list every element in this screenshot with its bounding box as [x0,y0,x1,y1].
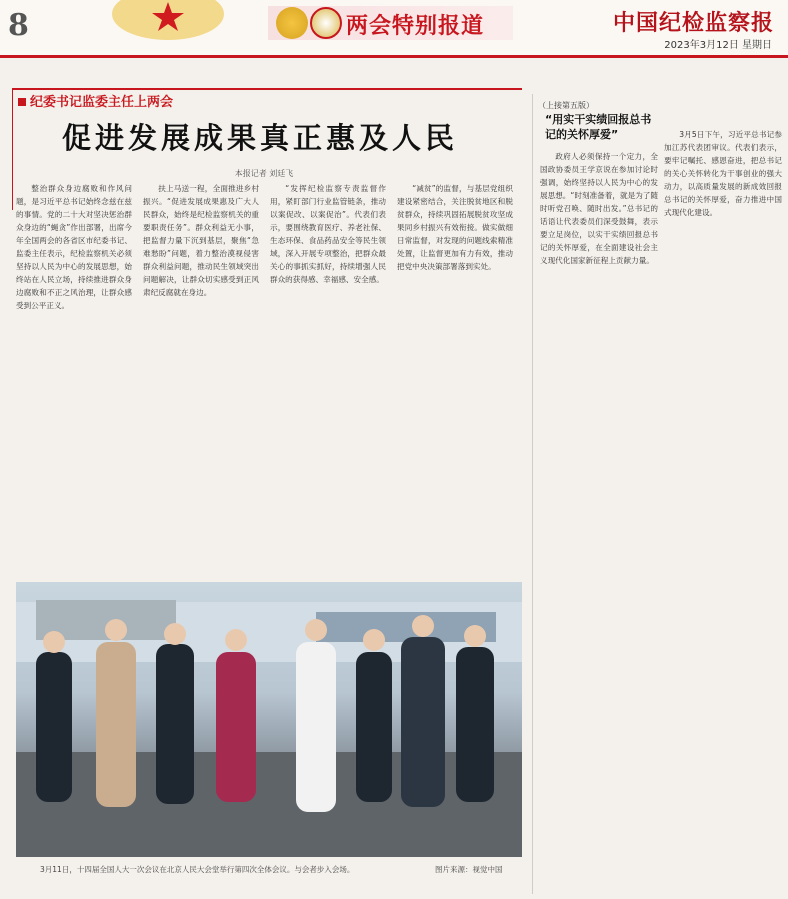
continued-label: （上接第五版） [538,101,594,110]
sidebar-title: “用实干实绩回报总书记的关怀厚爱” [545,113,652,141]
page-number: 8 [8,8,29,43]
section-banner-title: 两会特别报道 [346,14,485,39]
article-paragraph: 整治群众身边腐败和作风问题，是习近平总书记始终念兹在兹的事情。党的二十大对坚决惩治群众身边的“蝇贪”作出部署，出席今年全国两会的各省区市纪委书记、监委主任表示，纪检监察机关必须坚持以人民为中心的发展思想，始终站在人民立场，持续推进群众身边腐败和不正之风治理，让群众感受到公平正义。 [16,184,132,310]
article-column-3 [270,182,386,574]
page-header [0,0,788,56]
sidebar-column-1 [540,150,658,890]
article-paragraph: “发挥纪检监察专责监督作用，紧盯部门行业监管链条，推动以案促改、以案促治”。代表们表示，要围绕教育医疗、养老社保、生态环保、食品药品安全等民生领域，深入开展专项整治，把群众最关心的事抓实抓好，持续增强人民群众的获得感、幸福感、安全感。 [270,184,386,284]
national-emblem-icon [276,7,308,39]
column-divider [532,94,533,894]
sidebar-paragraph: 政府人必须保持一个定力，全国政协委员王学京说在参加讨论时强调，始终坚持以人民为中心的发展思想。“时刻准备着，就是为了随时听党召唤、随时出发。”总书记的话语让代表委员们深受鼓舞，表示要立足岗位，以实干实绩回报总书记的关怀厚爱，在全面建设社会主义现代化国家新征程上贡献力量。 [540,152,658,265]
cppcc-emblem-icon [310,7,342,39]
photo-credit: 图片来源：视觉中国 [435,865,503,874]
issue-date: 2023年3月12日 星期日 [664,40,772,51]
red-square-icon [18,98,26,106]
article-byline: 本报记者 刘廷飞 [234,169,294,178]
header-rule [0,55,788,58]
article-kicker [18,91,173,110]
article-paragraph: 扶上马送一程，全面推进乡村振兴。“促进发展成果惠及广大人民群众，始终是纪检监察机关的重要职责任务”。群众利益无小事，把监督力量下沉到基层，聚焦“急难愁盼”问题，着力整治漠视侵害群众利益问题，推动民生领域突出问题解决，让群众切实感受到正风肃纪反腐就在身边。 [143,184,259,297]
newspaper-masthead: 中国纪检监察报 [612,10,774,36]
article-kicker-text: 纪委书记监委主任上两会 [30,95,174,110]
article-column-4 [397,182,513,574]
news-photo [16,582,522,857]
photo-caption: 3月11日，十四届全国人大一次会议在北京人民大会堂举行第四次全体会议。与会者步入会场。 [40,865,355,874]
article-paragraph: “减贫”的监督，与基层党组织建设紧密结合，关注脱贫地区和脱贫群众，持续巩固拓展脱贫攻坚成果同乡村振兴有效衔接。做实做细日常监督，对发现的问题线索精准处置，让监督更加有力有效，推动把党中央决策部署落到实处。 [397,184,513,271]
star-icon [108,0,228,40]
article-title: 促进发展成果真正惠及人民 [61,121,458,155]
article-column-1 [16,182,132,574]
delegates-photo-illustration [16,582,522,857]
article-column-2 [143,182,259,574]
sidebar-column-2 [664,128,782,890]
sidebar-paragraph: 3月5日下午，习近平总书记参加江苏代表团审议。代表们表示，要牢记嘱托、感恩奋进，把总书记的关心关怀转化为干事创业的强大动力，以高质量发展的新成效回报总书记的关怀厚爱，奋力推进中国式现代化建设。 [664,130,782,217]
